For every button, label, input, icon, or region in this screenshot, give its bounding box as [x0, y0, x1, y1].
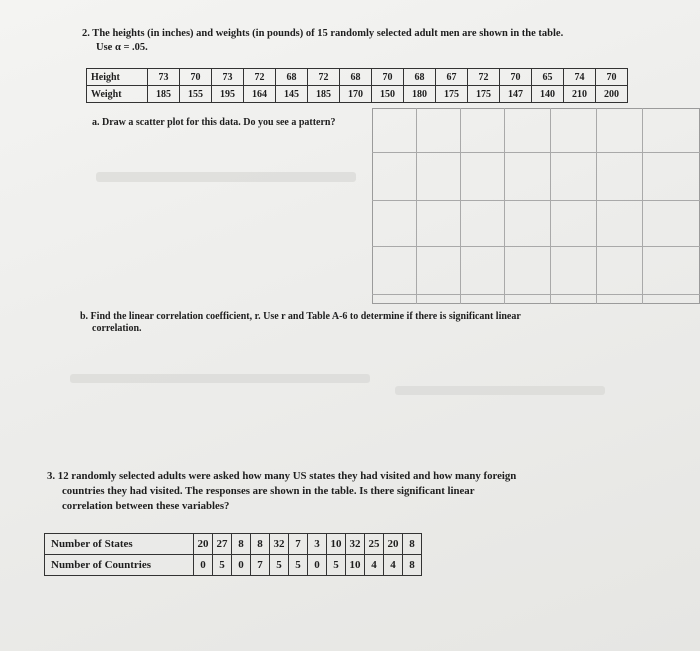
- grid-horizontal-line: [372, 152, 700, 153]
- height-row-label: Height: [87, 69, 148, 86]
- weight-value-cell: 155: [180, 86, 212, 103]
- countries-value-cell: 4: [384, 555, 403, 576]
- weight-value-cell: 210: [564, 86, 596, 103]
- weight-value-cell: 164: [244, 86, 276, 103]
- states-row-label: Number of States: [45, 534, 194, 555]
- problem-3-statement: 3. 12 randomly selected adults were asked how many US states they had visited and how many foreign: [47, 470, 517, 482]
- weight-value-cell: 195: [212, 86, 244, 103]
- countries-value-cell: 5: [270, 555, 289, 576]
- weight-value-cell: 175: [468, 86, 500, 103]
- grid-border: [372, 108, 700, 304]
- bleed-through-mark: [96, 172, 356, 182]
- height-value-cell: 72: [244, 69, 276, 86]
- grid-vertical-line: [596, 108, 597, 304]
- states-value-cell: 32: [270, 534, 289, 555]
- states-value-cell: 8: [403, 534, 422, 555]
- states-value-cell: 20: [384, 534, 403, 555]
- weight-value-cell: 180: [404, 86, 436, 103]
- height-weight-table: [86, 68, 628, 103]
- height-value-cell: 70: [596, 69, 628, 86]
- weight-row-label: Weight: [87, 86, 148, 103]
- states-row: [45, 534, 422, 555]
- grid-vertical-line: [550, 108, 551, 304]
- grid-vertical-line: [642, 108, 643, 304]
- states-value-cell: 8: [232, 534, 251, 555]
- weight-value-cell: 145: [276, 86, 308, 103]
- part-a-question: a. Draw a scatter plot for this data. Do you see a pattern?: [92, 117, 336, 128]
- weight-value-cell: 140: [532, 86, 564, 103]
- problem-3-statement-line2: countries they had visited. The responses are shown in the table. Is there significant linear: [62, 485, 475, 497]
- states-value-cell: 8: [251, 534, 270, 555]
- height-value-cell: 72: [468, 69, 500, 86]
- height-value-cell: 68: [340, 69, 372, 86]
- weight-row: [87, 86, 628, 103]
- states-value-cell: 27: [213, 534, 232, 555]
- states-value-cell: 10: [327, 534, 346, 555]
- bleed-through-mark: [395, 386, 605, 395]
- problem-2-alpha: Use α = .05.: [96, 42, 148, 53]
- grid-vertical-line: [504, 108, 505, 304]
- height-value-cell: 72: [308, 69, 340, 86]
- countries-row: [45, 555, 422, 576]
- height-row: [87, 69, 628, 86]
- weight-value-cell: 185: [148, 86, 180, 103]
- height-value-cell: 74: [564, 69, 596, 86]
- height-value-cell: 68: [404, 69, 436, 86]
- weight-value-cell: 185: [308, 86, 340, 103]
- grid-vertical-line: [416, 108, 417, 304]
- states-value-cell: 20: [194, 534, 213, 555]
- states-countries-table: [44, 533, 422, 576]
- grid-horizontal-line: [372, 294, 700, 295]
- problem-2-statement: 2. The heights (in inches) and weights (in pounds) of 15 randomly selected adult men are shown in the table.: [82, 28, 564, 39]
- countries-value-cell: 0: [194, 555, 213, 576]
- countries-value-cell: 4: [365, 555, 384, 576]
- height-value-cell: 70: [500, 69, 532, 86]
- countries-value-cell: 5: [327, 555, 346, 576]
- scatter-plot-grid: [372, 108, 700, 304]
- countries-value-cell: 0: [308, 555, 327, 576]
- part-b-question: b. Find the linear correlation coefficient, r. Use r and Table A-6 to determine if there is significant linear: [80, 311, 521, 322]
- height-value-cell: 68: [276, 69, 308, 86]
- countries-value-cell: 10: [346, 555, 365, 576]
- grid-vertical-line: [460, 108, 461, 304]
- height-value-cell: 70: [180, 69, 212, 86]
- countries-value-cell: 5: [213, 555, 232, 576]
- bleed-through-mark: [70, 374, 370, 383]
- height-value-cell: 73: [148, 69, 180, 86]
- states-value-cell: 32: [346, 534, 365, 555]
- countries-value-cell: 7: [251, 555, 270, 576]
- weight-value-cell: 170: [340, 86, 372, 103]
- part-b-question-continued: correlation.: [92, 323, 142, 334]
- states-value-cell: 25: [365, 534, 384, 555]
- countries-value-cell: 0: [232, 555, 251, 576]
- states-value-cell: 3: [308, 534, 327, 555]
- problem-3-statement-line3: correlation between these variables?: [62, 500, 230, 512]
- weight-value-cell: 150: [372, 86, 404, 103]
- grid-horizontal-line: [372, 246, 700, 247]
- grid-horizontal-line: [372, 200, 700, 201]
- weight-value-cell: 147: [500, 86, 532, 103]
- height-value-cell: 65: [532, 69, 564, 86]
- countries-row-label: Number of Countries: [45, 555, 194, 576]
- height-value-cell: 73: [212, 69, 244, 86]
- height-value-cell: 67: [436, 69, 468, 86]
- height-value-cell: 70: [372, 69, 404, 86]
- weight-value-cell: 175: [436, 86, 468, 103]
- countries-value-cell: 8: [403, 555, 422, 576]
- states-value-cell: 7: [289, 534, 308, 555]
- weight-value-cell: 200: [596, 86, 628, 103]
- countries-value-cell: 5: [289, 555, 308, 576]
